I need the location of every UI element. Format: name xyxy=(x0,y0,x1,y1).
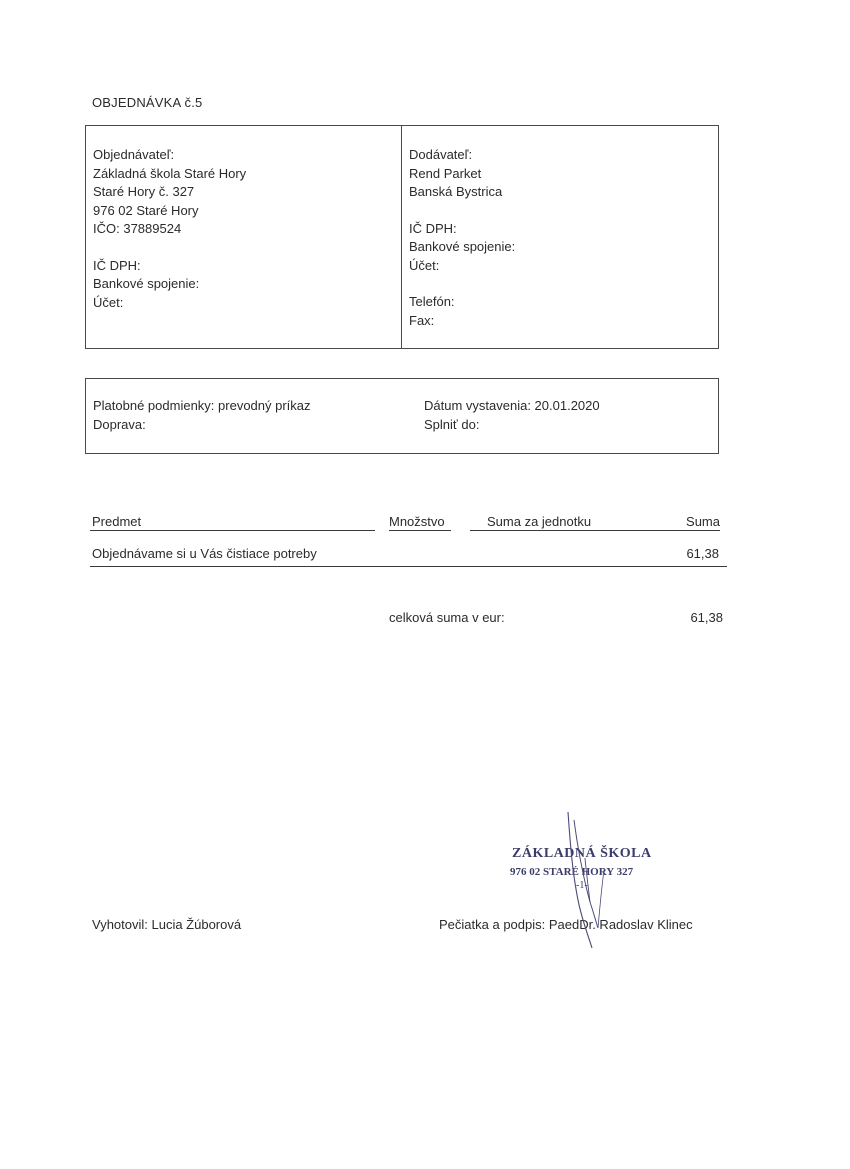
stamp-line-number: -1- xyxy=(576,880,588,891)
item-description: Objednávame si u Vás čistiace potreby xyxy=(92,546,317,561)
supplier-phone: Telefón: xyxy=(409,294,455,309)
orderer-account: Účet: xyxy=(93,294,124,310)
orderer-bank: Bankové spojenie: xyxy=(93,276,200,291)
issue-date: Dátum vystavenia: 20.01.2020 xyxy=(424,398,600,413)
supplier-bank: Bankové spojenie: xyxy=(409,239,516,254)
transport: Doprava: xyxy=(93,416,146,432)
supplier-heading: Dodávateľ: xyxy=(409,147,473,162)
orderer-dic: IČ DPH: xyxy=(93,257,141,273)
header-rule-item xyxy=(90,530,375,531)
signature-mark xyxy=(500,810,670,950)
col-header-item: Predmet xyxy=(92,514,142,529)
col-header-total: Suma xyxy=(686,514,720,529)
orderer-block xyxy=(93,146,246,312)
orderer-ico: IČO: 37889524 xyxy=(93,221,182,236)
grand-total-label: celková suma v eur: xyxy=(389,610,505,625)
row-rule xyxy=(90,566,727,567)
parties-divider xyxy=(401,126,402,348)
parties-box xyxy=(85,125,719,349)
col-header-quantity: Množstvo xyxy=(389,514,445,529)
payment-terms: Platobné podmienky: prevodný príkaz xyxy=(93,398,311,413)
orderer-street: Staré Hory č. 327 xyxy=(93,184,195,199)
terms-box xyxy=(85,378,719,454)
terms-left xyxy=(93,397,311,434)
orderer-name: Základná škola Staré Hory xyxy=(93,165,247,181)
supplier-name: Rend Parket xyxy=(409,165,482,181)
stamp-line-school: ZÁKLADNÁ ŠKOLA xyxy=(512,846,652,861)
header-rule-prices xyxy=(470,530,720,531)
due-date: Splniť do: xyxy=(424,416,480,432)
supplier-city: Banská Bystrica xyxy=(409,184,503,199)
item-total: 61,38 xyxy=(686,546,719,561)
supplier-dic: IČ DPH: xyxy=(409,220,457,236)
document-title: OBJEDNÁVKA č.5 xyxy=(92,95,203,110)
supplier-account: Účet: xyxy=(409,257,440,273)
header-rule-quantity xyxy=(389,530,451,531)
supplier-block xyxy=(409,146,515,330)
official-stamp xyxy=(500,810,670,950)
stamp-and-signature-label: Pečiatka a podpis: PaedDr. Radoslav Klinec xyxy=(439,917,693,932)
terms-right xyxy=(424,397,600,434)
col-header-unit-price: Suma za jednotku xyxy=(487,514,592,529)
grand-total-value: 61,38 xyxy=(690,610,723,625)
supplier-fax: Fax: xyxy=(409,312,435,328)
prepared-by: Vyhotovil: Lucia Žúborová xyxy=(92,917,242,932)
orderer-city: 976 02 Staré Hory xyxy=(93,202,199,218)
stamp-line-address: 976 02 STARÉ HORY 327 xyxy=(510,866,634,878)
orderer-heading: Objednávateľ: xyxy=(93,147,175,162)
